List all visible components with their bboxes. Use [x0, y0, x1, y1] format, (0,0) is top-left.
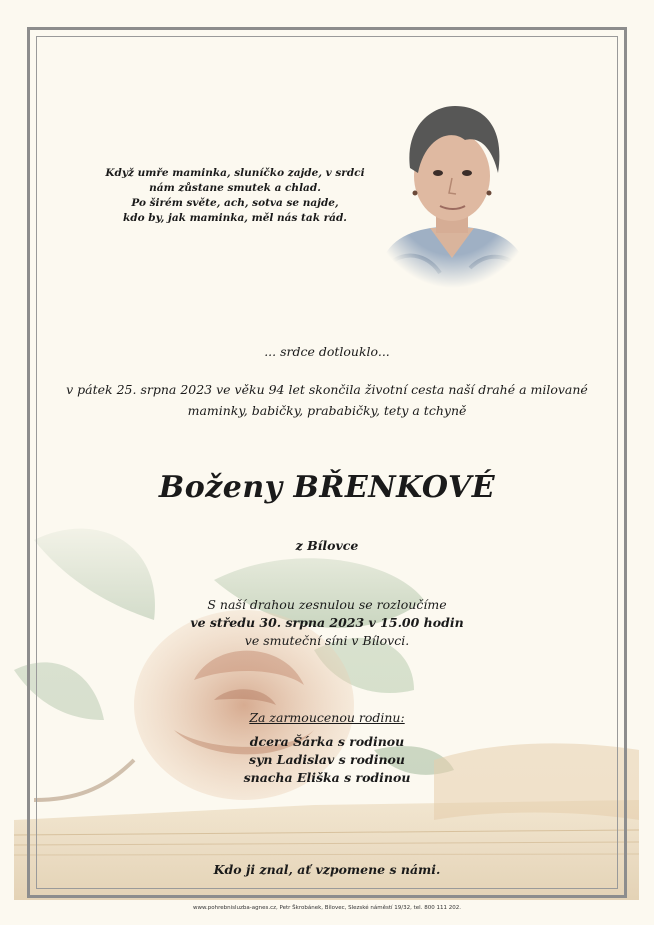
announcement-line: maminky, babičky, prababičky, tety a tchyně — [187, 403, 467, 418]
farewell-date: ve středu 30. srpna 2023 v 15.00 hodin — [190, 615, 464, 630]
announcement — [40, 379, 614, 421]
poem-line: nám zůstane smutek a chlad. — [149, 182, 321, 194]
farewell-place: ve smuteční síni v Bílovci. — [244, 633, 410, 648]
family-heading: Za zarmoucenou rodinu: — [249, 710, 405, 725]
poem — [70, 166, 400, 226]
poem-line: Po širém světe, ach, sotva se najde, — [131, 197, 339, 209]
heart-broke-line: ... srdce dotlouklo... — [264, 344, 390, 359]
family-member: syn Ladislav s rodinou — [249, 752, 405, 767]
family-list — [0, 709, 654, 787]
portrait-photo — [370, 88, 535, 288]
deceased-name: Boženy BŘENKOVÉ — [158, 470, 496, 505]
poem-line: Když umře maminka, sluníčko zajde, v srdci — [105, 167, 365, 179]
farewell-line: S naší drahou zesnulou se rozloučíme — [207, 597, 447, 612]
family-member: snacha Eliška s rodinou — [243, 770, 411, 785]
closing-line: Kdo ji znal, ať vzpomene s námi. — [213, 862, 441, 877]
funeral-service-footer: www.pohrebnisluzba-agnes.cz, Petr Škrobánek, Bílovec, Slezské náměstí 19/32, tel. 800 111 202. — [193, 905, 461, 911]
family-member: dcera Šárka s rodinou — [249, 734, 405, 749]
poem-line: kdo by, jak maminka, měl nás tak rád. — [123, 212, 347, 224]
farewell-info — [0, 596, 654, 650]
announcement-line: v pátek 25. srpna 2023 ve věku 94 let skončila životní cesta naší drahé a milované — [66, 382, 588, 397]
hometown: z Bílovce — [295, 538, 359, 553]
